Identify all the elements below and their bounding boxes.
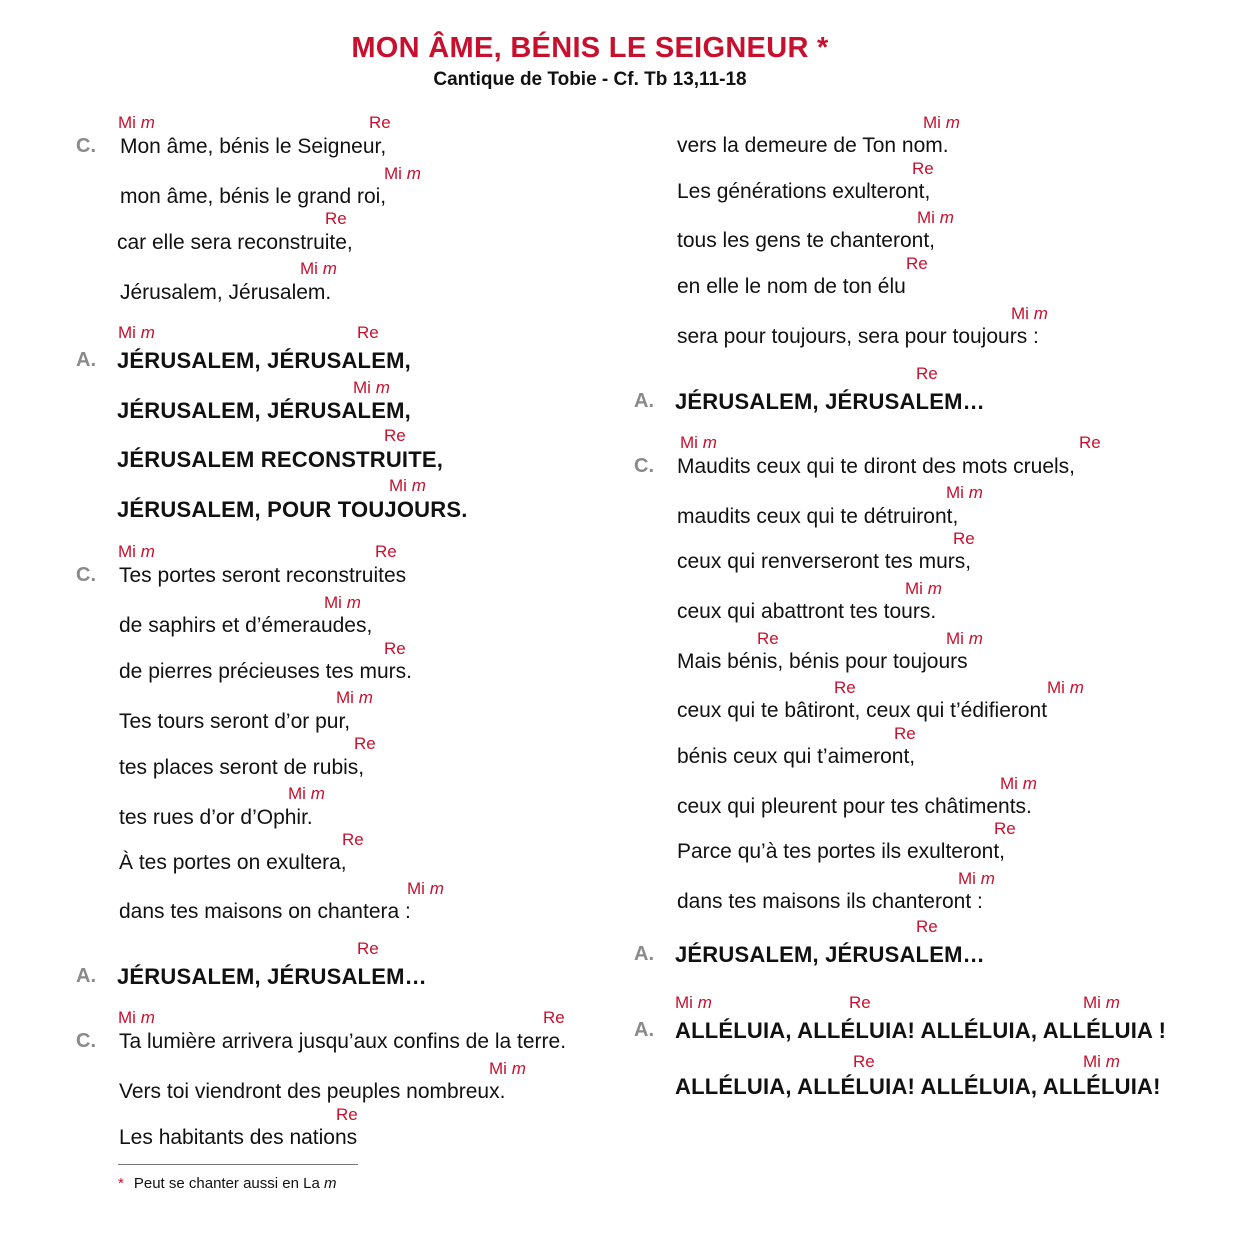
verse-line: Parce qu’à tes portes ils exulteront, [677, 840, 1006, 863]
chord-re: Re [384, 426, 406, 445]
verse-line: Les habitants des nations [119, 1126, 358, 1149]
antiphon-marker: A. [76, 965, 96, 987]
chord-mi-minor [389, 476, 426, 496]
chord-minor-suffix: m [702, 433, 717, 452]
chord-mi-minor [958, 869, 995, 889]
chord-root: Mi [336, 688, 354, 707]
title-asterisk: * [817, 32, 829, 64]
verse-line: Vers toi viendront des peuples nombreux. [119, 1080, 506, 1103]
verse-line: ceux qui te bâtiront, ceux qui t’édifieront [677, 699, 1048, 722]
verse-line: en elle le nom de ton élu [677, 275, 906, 298]
chord-root: Mi [489, 1059, 507, 1078]
chord-mi-minor [917, 208, 954, 228]
chord-re: Re [894, 724, 916, 743]
antiphon-line: JÉRUSALEM, JÉRUSALEM, [117, 398, 411, 423]
chord-mi-minor [680, 433, 717, 453]
chord-re: Re [1079, 433, 1101, 452]
chord-re: Re [357, 323, 379, 342]
antiphon-line: JÉRUSALEM, JÉRUSALEM… [675, 942, 985, 967]
chord-mi-minor [946, 629, 983, 649]
antiphon-line: JÉRUSALEM RECONSTRUITE, [117, 447, 444, 472]
chord-root: Mi [905, 579, 923, 598]
chord-mi-minor [324, 593, 361, 613]
chord-re: Re [906, 254, 928, 273]
chord-mi-minor [288, 784, 325, 804]
chord-root: Mi [353, 378, 371, 397]
chord-mi-minor [407, 879, 444, 899]
antiphon-line: JÉRUSALEM, JÉRUSALEM… [675, 389, 985, 414]
antiphon-line: JÉRUSALEM, JÉRUSALEM, [117, 348, 411, 373]
chord-root: Mi [118, 1008, 136, 1027]
chord-root: Mi [118, 113, 136, 132]
verse-line: Maudits ceux qui te diront des mots cruels, [677, 455, 1076, 478]
chord-re: Re [325, 209, 347, 228]
footnote-star: * [118, 1175, 124, 1192]
antiphon-line: ALLÉLUIA, ALLÉLUIA! ALLÉLUIA, ALLÉLUIA! [675, 1074, 1161, 1099]
chord-root: Mi [118, 542, 136, 561]
chord-minor-suffix: m [927, 579, 942, 598]
chord-root: Mi [407, 879, 425, 898]
footnote-text: Peut se chanter aussi en La [133, 1175, 320, 1192]
chord-mi-minor [384, 164, 421, 184]
footnote-minor: m [323, 1175, 337, 1192]
chord-minor-suffix: m [346, 593, 361, 612]
chord-minor-suffix: m [697, 993, 712, 1012]
chord-minor-suffix: m [322, 259, 337, 278]
chord-mi-minor [118, 323, 155, 343]
chord-minor-suffix: m [1105, 1052, 1120, 1071]
verse-line: de saphirs et d’émeraudes, [119, 614, 373, 637]
chord-minor-suffix: m [310, 784, 325, 803]
chord-re: Re [916, 917, 938, 936]
chord-mi-minor [905, 579, 942, 599]
antiphon-marker: A. [634, 943, 654, 965]
chord-minor-suffix: m [939, 208, 954, 227]
verse-line: Tes tours seront d’or pur, [119, 710, 351, 733]
chord-minor-suffix: m [411, 476, 426, 495]
chord-mi-minor [300, 259, 337, 279]
chord-mi-minor [353, 378, 390, 398]
chord-re: Re [849, 993, 871, 1012]
verse-line: Jérusalem, Jérusalem. [120, 281, 332, 304]
chord-re: Re [354, 734, 376, 753]
chord-re: Re [369, 113, 391, 132]
chord-re: Re [757, 629, 779, 648]
chord-minor-suffix: m [980, 869, 995, 888]
verse-line: bénis ceux qui t’aimeront, [677, 745, 916, 768]
verse-line: tes rues d’or d’Ophir. [119, 806, 313, 829]
chord-minor-suffix: m [1105, 993, 1120, 1012]
verse-line: ceux qui renverseront tes murs, [677, 550, 972, 573]
chord-minor-suffix: m [375, 378, 390, 397]
chord-root: Mi [300, 259, 318, 278]
chord-root: Mi [288, 784, 306, 803]
couplet-marker: C. [634, 455, 654, 477]
chord-root: Mi [675, 993, 693, 1012]
verse-line: Les générations exulteront, [677, 180, 931, 203]
chord-re: Re [543, 1008, 565, 1027]
chord-mi-minor [946, 483, 983, 503]
chord-root: Mi [923, 113, 941, 132]
chord-mi-minor [1083, 1052, 1120, 1072]
chord-minor-suffix: m [140, 323, 155, 342]
chord-mi-minor [489, 1059, 526, 1079]
chord-root: Mi [1047, 678, 1065, 697]
chord-re: Re [336, 1105, 358, 1124]
chord-re: Re [342, 830, 364, 849]
chord-re: Re [834, 678, 856, 697]
chord-root: Mi [1000, 774, 1018, 793]
chord-root: Mi [1011, 304, 1029, 323]
chord-mi-minor [675, 993, 712, 1013]
title: MON ÂME, BÉNIS LE SEIGNEUR * [351, 32, 829, 64]
verse-line: tous les gens te chanteront, [677, 229, 935, 252]
chord-re: Re [994, 819, 1016, 838]
chord-minor-suffix: m [140, 113, 155, 132]
chord-mi-minor [336, 688, 373, 708]
chord-root: Mi [946, 629, 964, 648]
chord-re: Re [384, 639, 406, 658]
chord-root: Mi [917, 208, 935, 227]
couplet-marker: C. [76, 564, 96, 586]
chord-root: Mi [946, 483, 964, 502]
chord-re: Re [912, 159, 934, 178]
verse-line: mon âme, bénis le grand roi, [120, 185, 387, 208]
couplet-marker: C. [76, 1030, 96, 1052]
antiphon-line: ALLÉLUIA, ALLÉLUIA! ALLÉLUIA, ALLÉLUIA ! [675, 1018, 1167, 1043]
verse-line: dans tes maisons on chantera : [119, 900, 411, 923]
chord-minor-suffix: m [1022, 774, 1037, 793]
verse-line: Mais bénis, bénis pour toujours [677, 650, 968, 673]
verse-line: car elle sera reconstruite, [117, 231, 353, 254]
antiphon-marker: A. [634, 1019, 654, 1041]
chord-minor-suffix: m [1069, 678, 1084, 697]
antiphon-line: JÉRUSALEM, JÉRUSALEM… [117, 964, 427, 989]
chord-minor-suffix: m [140, 1008, 155, 1027]
verse-line: sera pour toujours, sera pour toujours : [677, 325, 1039, 348]
verse-line: dans tes maisons ils chanteront : [677, 890, 983, 913]
footnote-divider [118, 1164, 358, 1165]
chord-mi-minor [1047, 678, 1084, 698]
chord-mi-minor [118, 542, 155, 562]
verse-line: de pierres précieuses tes murs. [119, 660, 412, 683]
chord-mi-minor [923, 113, 960, 133]
chord-minor-suffix: m [968, 629, 983, 648]
verse-line: À tes portes on exultera, [119, 851, 347, 874]
chord-minor-suffix: m [358, 688, 373, 707]
verse-line: ceux qui pleurent pour tes châtiments. [677, 795, 1032, 818]
verse-line: maudits ceux qui te détruiront, [677, 505, 959, 528]
chord-mi-minor [1011, 304, 1048, 324]
verse-line: Ta lumière arrivera jusqu’aux confins de la terre. [119, 1030, 567, 1053]
chord-mi-minor [118, 113, 155, 133]
verse-line: Mon âme, bénis le Seigneur, [120, 135, 387, 158]
chord-minor-suffix: m [1033, 304, 1048, 323]
chord-minor-suffix: m [945, 113, 960, 132]
chord-root: Mi [384, 164, 402, 183]
chord-re: Re [853, 1052, 875, 1071]
couplet-marker: C. [76, 135, 96, 157]
verse-line: tes places seront de rubis, [119, 756, 365, 779]
chord-mi-minor [1083, 993, 1120, 1013]
chord-root: Mi [1083, 1052, 1101, 1071]
chord-re: Re [953, 529, 975, 548]
subtitle: Cantique de Tobie - Cf. Tb 13,11-18 [433, 69, 747, 90]
chord-root: Mi [680, 433, 698, 452]
chord-root: Mi [1083, 993, 1101, 1012]
chord-mi-minor [1000, 774, 1037, 794]
antiphon-marker: A. [634, 390, 654, 412]
chord-minor-suffix: m [511, 1059, 526, 1078]
verse-line: Tes portes seront reconstruites [119, 564, 407, 587]
chord-re: Re [916, 364, 938, 383]
antiphon-line: JÉRUSALEM, POUR TOUJOURS. [117, 497, 468, 522]
chord-root: Mi [118, 323, 136, 342]
chord-minor-suffix: m [140, 542, 155, 561]
chord-minor-suffix: m [406, 164, 421, 183]
footnote [118, 1175, 336, 1192]
chord-root: Mi [389, 476, 407, 495]
chord-re: Re [375, 542, 397, 561]
chord-minor-suffix: m [968, 483, 983, 502]
chord-re: Re [357, 939, 379, 958]
chord-mi-minor [118, 1008, 155, 1028]
chord-minor-suffix: m [429, 879, 444, 898]
verse-line: ceux qui abattront tes tours. [677, 600, 937, 623]
chord-root: Mi [324, 593, 342, 612]
antiphon-marker: A. [76, 349, 96, 371]
verse-line: vers la demeure de Ton nom. [677, 134, 949, 157]
chord-root: Mi [958, 869, 976, 888]
